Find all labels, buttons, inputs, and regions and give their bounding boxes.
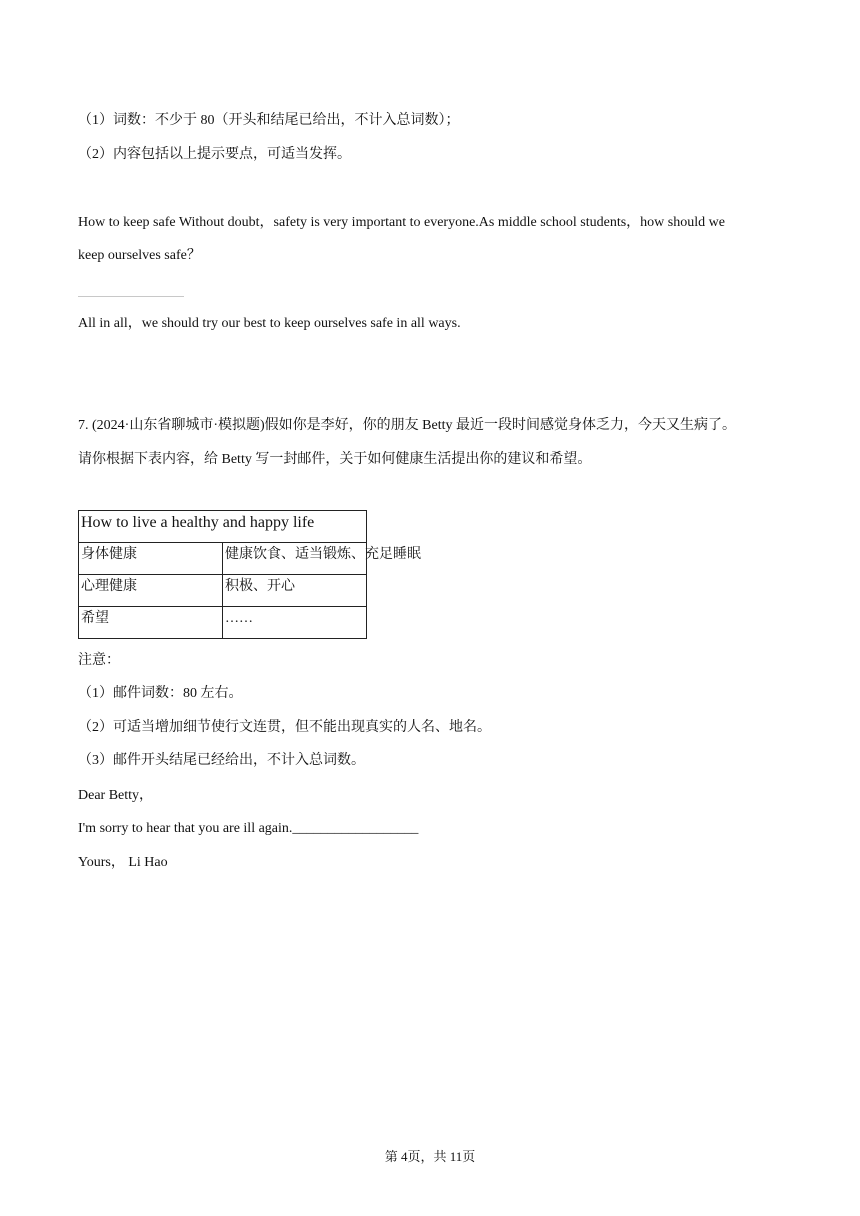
letter-opening: I'm sorry to hear that you are ill again.__________________ xyxy=(78,821,419,836)
question-7-prompt-line-1: 7. (2024·山东省聊城市·模拟题)假如你是李好，你的朋友 Betty 最近一段时间感觉身体乏力，今天又生病了。 xyxy=(78,418,736,433)
requirement-1: （1）词数：不少于 80（开头和结尾已给出，不计入总词数）； xyxy=(78,113,460,128)
page-footer: 第 4页，共 11页 xyxy=(384,1149,476,1164)
table-row xyxy=(79,543,367,575)
essay-opening-line-1: How to keep safe Without doubt，safety is very important to everyone.As middle school students，how should we xyxy=(78,215,725,230)
table-row-content: 积极、开心 xyxy=(223,575,367,607)
table-row xyxy=(79,607,367,639)
table-row-content: 健康饮食、适当锻炼、充足睡眠 xyxy=(223,543,367,575)
table-row-label: 身体健康 xyxy=(79,543,223,575)
question-7-prompt-line-2: 请你根据下表内容，给 Betty 写一封邮件，关于如何健康生活提出你的建议和希望。 xyxy=(78,452,592,467)
letter-signoff: Yours， Li Hao xyxy=(78,855,168,870)
letter-greeting: Dear Betty， xyxy=(78,788,154,803)
essay-closing: All in all，we should try our best to keep ourselves safe in all ways. xyxy=(78,316,461,331)
requirement-2: （2）内容包括以上提示要点，可适当发挥。 xyxy=(78,147,351,162)
table-row-label: 心理健康 xyxy=(79,575,223,607)
notes-title: 注意： xyxy=(78,653,120,668)
note-3: （3）邮件开头结尾已经给出，不计入总词数。 xyxy=(78,753,365,768)
essay-opening-line-2: keep ourselves safe？ xyxy=(78,248,201,263)
note-1: （1）邮件词数：80 左右。 xyxy=(78,686,243,701)
table-row-content: …… xyxy=(223,607,367,639)
outline-table xyxy=(78,510,421,639)
note-2: （2）可适当增加细节使行文连贯，但不能出现真实的人名、地名。 xyxy=(78,720,491,735)
answer-blank-line xyxy=(78,296,184,297)
table-row-label: 希望 xyxy=(79,607,223,639)
outline-table-title: How to live a healthy and happy life xyxy=(79,511,367,543)
table-row xyxy=(79,575,367,607)
